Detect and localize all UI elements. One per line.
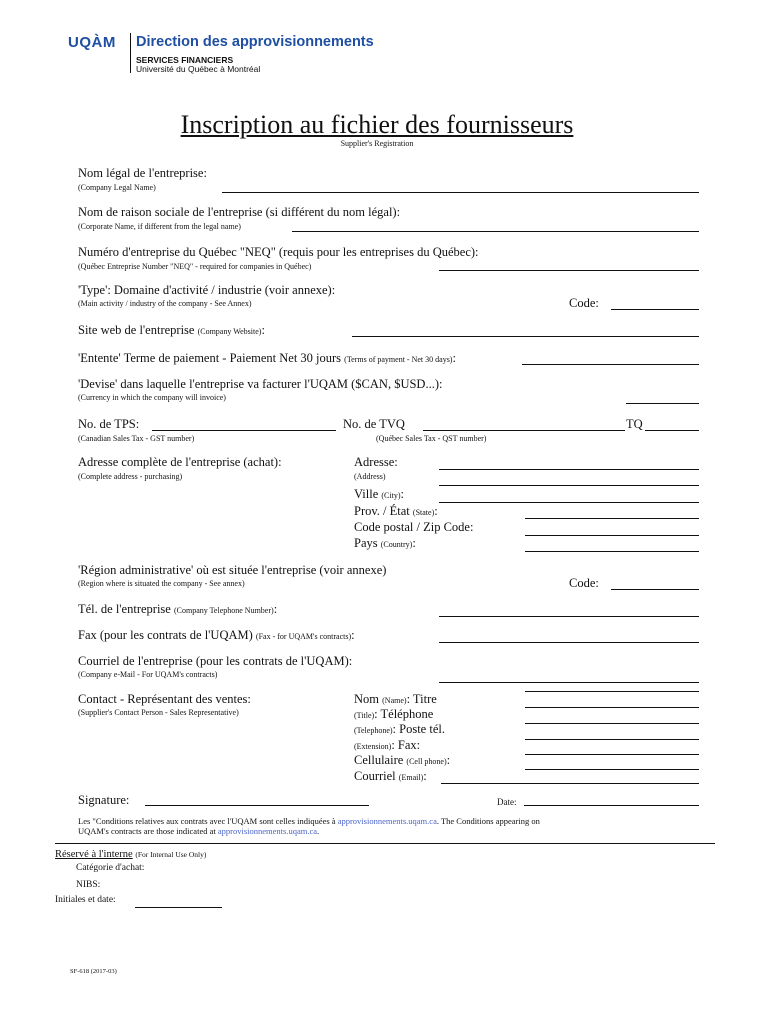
email-field[interactable]: [439, 682, 699, 683]
website-label-text: Site web de l'entreprise: [78, 323, 195, 337]
prov-field[interactable]: [525, 518, 699, 519]
conditions-line-2: [78, 826, 319, 836]
website-field[interactable]: [352, 336, 699, 337]
contact-sublabel: (Supplier's Contact Person - Sales Representative): [78, 708, 239, 717]
address-sublabel: (Complete address - purchasing): [78, 472, 183, 481]
prov-label: Prov. / État (State):: [354, 504, 438, 518]
phone-field[interactable]: [439, 616, 699, 617]
website-colon: :: [261, 323, 265, 337]
address-field-label: Adresse:: [354, 455, 398, 469]
fax-sublabel: (Fax - for UQAM's contracts): [255, 632, 352, 641]
contact-cell-field[interactable]: [525, 769, 699, 770]
terms-label: [78, 351, 456, 366]
internal-divider: [55, 843, 715, 844]
contact-cell-label: Cellulaire (Cell phone):: [354, 753, 451, 767]
type-label: 'Type': Domaine d'activité / industrie (voir annexe):: [78, 283, 336, 297]
city-sublabel: (City): [381, 491, 401, 500]
nibs-label: NIBS:: [76, 880, 101, 890]
date-field[interactable]: [524, 805, 699, 806]
contact-fax-label: [354, 738, 420, 753]
phone-sublabel: (Company Telephone Number): [173, 606, 274, 615]
header-dept: SERVICES FINANCIERS: [136, 55, 234, 65]
contact-ext-field[interactable]: [525, 739, 699, 740]
contact-ext-sublabel: (Extension): [354, 742, 392, 751]
country-field[interactable]: [525, 551, 699, 552]
tvq-label: No. de TVQ: [343, 417, 405, 431]
website-label: [78, 323, 265, 338]
logo-divider: [130, 33, 131, 73]
zip-label: Code postal / Zip Code:: [354, 520, 474, 534]
header-title: Direction des approvisionnements: [136, 34, 374, 50]
type-code-field[interactable]: [611, 309, 699, 310]
date-label: Date:: [497, 797, 517, 807]
contact-phone-text: : Téléphone: [374, 707, 434, 721]
tvq-field[interactable]: [423, 430, 625, 431]
neq-label: Numéro d'entreprise du Québec "NEQ" (requis pour les entreprises du Québec):: [78, 245, 479, 259]
prov-label-text: Prov. / État: [354, 504, 410, 518]
region-label: 'Région administrative' où est située l'entreprise (voir annexe): [78, 563, 387, 577]
internal-title: [55, 849, 206, 860]
region-code-label: Code:: [569, 576, 599, 590]
phone-label-text: Tél. de l'entreprise: [78, 602, 171, 616]
legal-name-label: Nom légal de l'entreprise:: [78, 166, 207, 180]
conditions-text-2: . The Conditions appearing on: [436, 816, 540, 826]
tps-sublabel: (Canadian Sales Tax - GST number): [78, 434, 195, 443]
city-field[interactable]: [439, 502, 699, 503]
conditions-link-1[interactable]: approvisionnements.uqam.ca: [337, 816, 437, 826]
initials-field[interactable]: [135, 907, 222, 908]
tps-label: No. de TPS:: [78, 417, 140, 431]
conditions-link-2[interactable]: approvisionnements.uqam.ca: [217, 826, 317, 836]
phone-colon: :: [273, 602, 278, 616]
corporate-name-sublabel: (Corporate Name, if different from the legal name): [78, 222, 241, 231]
type-sublabel: (Main activity / industry of the company - See Annex): [78, 299, 252, 308]
terms-sublabel: (Terms of payment - Net 30 days): [344, 355, 453, 364]
contact-ext-text: : Poste tél.: [392, 722, 445, 736]
prov-sublabel: (State): [412, 508, 435, 517]
conditions-line-1: [78, 816, 540, 826]
header-university: Université du Québec à Montréal: [136, 64, 261, 74]
contact-name-sublabel: (Name): [382, 696, 407, 705]
contact-ext-label: [354, 722, 445, 737]
contact-title-field[interactable]: [525, 707, 699, 708]
conditions-text-4: .: [317, 826, 320, 836]
fax-label: [78, 628, 355, 643]
city-label-text: Ville: [354, 487, 379, 501]
contact-name-label: [354, 692, 437, 707]
contact-phone-field[interactable]: [525, 723, 699, 724]
tvq-sublabel: (Québec Sales Tax - QST number): [376, 434, 487, 443]
contact-label: Contact - Représentant des ventes:: [78, 692, 251, 706]
city-label: Ville (City):: [354, 487, 404, 501]
fax-colon: :: [351, 628, 355, 642]
conditions-text-3: UQAM's contracts are those indicated at: [78, 826, 218, 836]
signature-label: Signature:: [78, 793, 130, 807]
form-subtitle: Supplier's Registration: [340, 139, 414, 148]
uqam-logo: UQÀM: [68, 34, 116, 51]
corporate-name-field[interactable]: [292, 231, 699, 232]
contact-tel-sublabel: (Telephone): [354, 726, 393, 735]
tvq-suffix-field[interactable]: [645, 430, 699, 431]
signature-field[interactable]: [145, 805, 369, 806]
contact-title-text: : Titre: [406, 692, 437, 706]
neq-sublabel: (Québec Entreprise Number "NEQ" - required for companies in Québec): [78, 262, 312, 271]
tvq-suffix: TQ: [626, 417, 643, 431]
address-field-2[interactable]: [439, 485, 699, 486]
country-sublabel: (Country): [380, 540, 413, 549]
category-label: Catégorie d'achat:: [76, 863, 145, 873]
terms-field[interactable]: [522, 364, 699, 365]
internal-title-text: Réservé à l'interne: [55, 849, 133, 860]
contact-name-text: Nom: [354, 692, 379, 706]
email-label: Courriel de l'entreprise (pour les contrats de l'UQAM):: [78, 654, 353, 668]
contact-email-label: Courriel (Email):: [354, 769, 427, 783]
region-code-field[interactable]: [611, 589, 699, 590]
contact-email-field[interactable]: [441, 783, 699, 784]
legal-name-field[interactable]: [222, 192, 699, 193]
type-code-label: Code:: [569, 296, 599, 310]
currency-label: 'Devise' dans laquelle l'entreprise va facturer l'UQAM ($CAN, $USD...):: [78, 377, 443, 391]
currency-sublabel: (Currency in which the company will invoice): [78, 393, 226, 402]
fax-label-text: Fax (pour les contrats de l'UQAM): [78, 628, 253, 642]
address-field-sublabel: (Address): [354, 472, 386, 481]
form-title: Inscription au fichier des fournisseurs: [180, 110, 574, 139]
contact-name-field[interactable]: [525, 691, 699, 692]
terms-colon: :: [452, 351, 456, 365]
phone-label: [78, 602, 277, 617]
country-label: Pays (Country):: [354, 536, 416, 550]
conditions-text-1: Les "Conditions relatives aux contrats avec l'UQAM sont celles indiquées à: [78, 816, 338, 826]
contact-cell-sublabel: (Cell phone): [406, 757, 447, 766]
contact-title-sublabel: (Title): [354, 711, 375, 720]
fax-field[interactable]: [439, 642, 699, 643]
form-code: SF-618 (2017-03): [70, 968, 117, 975]
contact-fax-text: : Fax:: [391, 738, 421, 752]
email-sublabel: (Company e-Mail - For UQAM's contracts): [78, 670, 218, 679]
legal-name-sublabel: (Company Legal Name): [78, 183, 156, 192]
currency-field[interactable]: [626, 403, 699, 404]
tps-field[interactable]: [152, 430, 336, 431]
region-sublabel: (Region where is situated the company - See annex): [78, 579, 245, 588]
initials-label: Initiales et date:: [55, 895, 116, 905]
corporate-name-label: Nom de raison sociale de l'entreprise (si différent du nom légal):: [78, 205, 401, 219]
contact-fax-field[interactable]: [525, 754, 699, 755]
address-field-1[interactable]: [439, 469, 699, 470]
website-sublabel: (Company Website): [197, 327, 262, 336]
contact-phone-label: [354, 707, 433, 722]
zip-field[interactable]: [525, 535, 699, 536]
neq-field[interactable]: [439, 270, 699, 271]
terms-label-text: 'Entente' Terme de paiement - Paiement Net 30 jours: [78, 351, 342, 365]
contact-email-text: Courriel: [354, 769, 396, 783]
country-label-text: Pays: [354, 536, 378, 550]
internal-sublabel: (For Internal Use Only): [135, 850, 207, 859]
contact-email-sublabel: (Email): [398, 773, 424, 782]
address-label: Adresse complète de l'entreprise (achat):: [78, 455, 282, 469]
contact-cell-text: Cellulaire: [354, 753, 404, 767]
